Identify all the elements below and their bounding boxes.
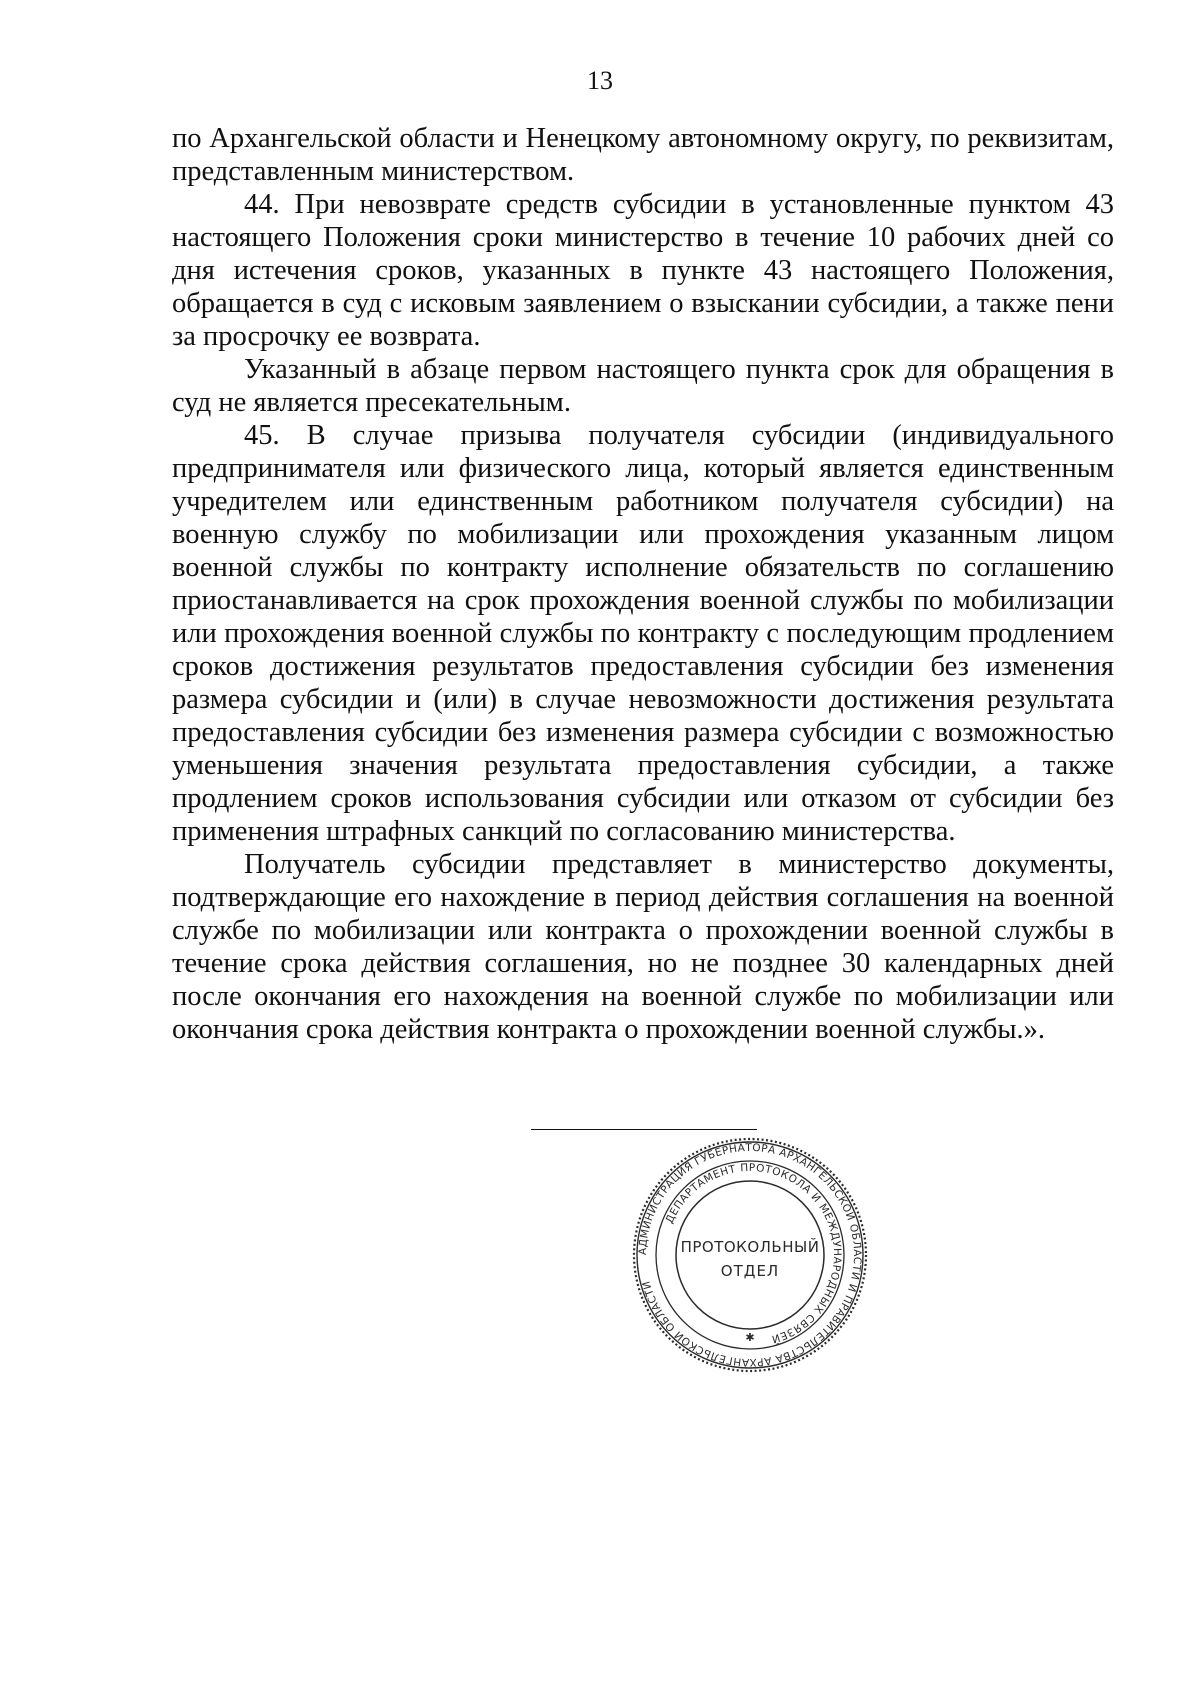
paragraph-continuation: по Архангельской области и Ненецкому автономному округу, по реквизитам, представленным министерством. — [172, 123, 1114, 187]
end-separator-line — [531, 1129, 757, 1130]
document-body — [172, 122, 1114, 1046]
stamp-star-icon: ✱ — [745, 1331, 755, 1344]
paragraph-recipient-documents: Получатель субсидии представляет в министерство документы, подтверждающие его нахождение в период действия соглашения на военной службе по мобилизации или контракта о прохождении военной службы в течение срока действия соглашения, но не позднее 30 календарных дней после окончания его нахождения на военной службе по мобилизации или окончания срока действия контракта о прохождении военной службы.». — [172, 849, 1114, 1045]
stamp-outer-text: АДМИНИСТРАЦИЯ ГУБЕРНАТОРА АРХАНГЕЛЬСКОЙ ОБЛАСТИ И ПРАВИТЕЛЬСТВА АРХАНГЕЛЬСКОЙ ОБЛАСТИ — [636, 1141, 864, 1369]
stamp-center-line-2: ОТДЕЛ — [720, 1262, 780, 1280]
paragraph-item-45: 45. В случае призыва получателя субсидии (индивидуального предпринимателя или физического лица, который является единственным учредителем или единственным работником получателя субсидии) на военную службу по мобилизации или прохождения указанным лицом военной службы по контракту исполнение обязательств по соглашению приостанавливается на срок прохождения военной службы по мобилизации или прохождения военной службы по контракту с последующим продлением сроков достижения результатов предоставления субсидии без изменения размера субсидии и (или) в случае невозможности достижения результата предоставления субсидии без изменения размера субсидии с возможностью уменьшения значения результата предоставления субсидии, а также продлением сроков использования субсидии или отказом от субсидии без применения штрафных санкций по согласованию министерства. — [172, 420, 1114, 847]
stamp-inner-text: ДЕПАРТАМЕНТ ПРОТОКОЛА И МЕЖДУНАРОДНЫХ СВЯЗЕЙ — [663, 1161, 844, 1346]
protocol-department-stamp — [630, 1135, 870, 1375]
paragraph-term-note: Указанный в абзаце первом настоящего пункта срок для обращения в суд не является пресекательным. — [172, 354, 1114, 418]
page-number: 13 — [587, 66, 613, 95]
stamp-center-line-1: ПРОТОКОЛЬНЫЙ — [680, 1238, 820, 1256]
paragraph-item-44: 44. При невозврате средств субсидии в установленные пунктом 43 настоящего Положения сроки министерство в течение 10 рабочих дней со дня истечения сроков, указанных в пункте 43 настоящего Положения, обращается в суд с исковым заявлением о взыскании субсидии, а также пени за просрочку ее возврата. — [172, 189, 1114, 352]
